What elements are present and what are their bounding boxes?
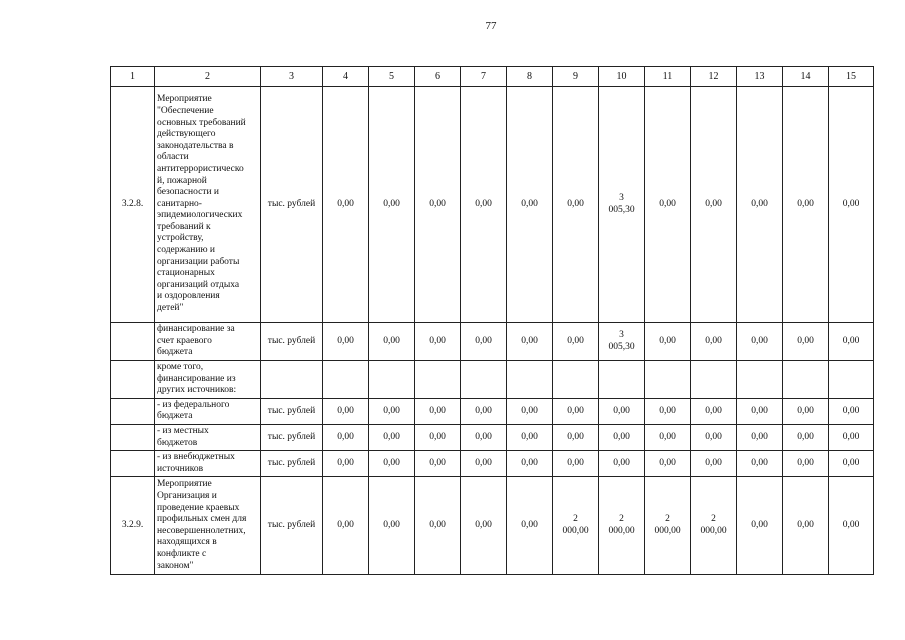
- header-cell: 9: [553, 67, 599, 87]
- unit-cell: тыс. рублей: [261, 424, 323, 450]
- row-number-cell: [111, 424, 155, 450]
- header-cell: 14: [783, 67, 829, 87]
- value-cell: 3 005,30: [599, 323, 645, 361]
- unit-cell: тыс. рублей: [261, 323, 323, 361]
- value-cell: 0,00: [829, 323, 874, 361]
- value-cell: 0,00: [507, 477, 553, 575]
- value-cell: 0,00: [691, 424, 737, 450]
- value-cell: 2 000,00: [553, 477, 599, 575]
- value-cell: 0,00: [415, 477, 461, 575]
- value-cell: [829, 361, 874, 399]
- value-cell: 0,00: [691, 451, 737, 477]
- value-cell: [783, 361, 829, 399]
- value-cell: 0,00: [369, 398, 415, 424]
- value-cell: 0,00: [645, 323, 691, 361]
- value-cell: 0,00: [553, 424, 599, 450]
- value-cell: 0,00: [507, 323, 553, 361]
- value-cell: [737, 361, 783, 399]
- header-cell: 7: [461, 67, 507, 87]
- value-cell: [323, 361, 369, 399]
- value-cell: 2 000,00: [599, 477, 645, 575]
- value-cell: 0,00: [461, 398, 507, 424]
- value-cell: 0,00: [507, 398, 553, 424]
- value-cell: [691, 361, 737, 399]
- header-cell: 1: [111, 67, 155, 87]
- value-cell: 0,00: [645, 398, 691, 424]
- value-cell: [553, 361, 599, 399]
- value-cell: 0,00: [323, 87, 369, 323]
- value-cell: 0,00: [737, 424, 783, 450]
- table-row: [111, 361, 874, 399]
- value-cell: 0,00: [645, 451, 691, 477]
- header-cell: 15: [829, 67, 874, 87]
- activity-name-cell: Мероприятие "Обеспечение основных требований действующего законодательства в области антитеррористическо й, пожарной безопасности и санитарно- эпидемиологических требований к устройству, содержанию и организации работы стационарных организаций отдыха и оздоровления детей": [155, 87, 261, 323]
- value-cell: 0,00: [829, 451, 874, 477]
- value-cell: 0,00: [323, 398, 369, 424]
- value-cell: 0,00: [415, 451, 461, 477]
- value-cell: 0,00: [783, 323, 829, 361]
- table-row: [111, 451, 874, 477]
- table-row: [111, 323, 874, 361]
- activity-name-cell: кроме того, финансирование из других источников:: [155, 361, 261, 399]
- value-cell: 0,00: [599, 398, 645, 424]
- value-cell: 0,00: [737, 477, 783, 575]
- value-cell: 0,00: [829, 477, 874, 575]
- value-cell: 0,00: [461, 323, 507, 361]
- value-cell: 0,00: [369, 477, 415, 575]
- value-cell: 0,00: [783, 87, 829, 323]
- value-cell: 0,00: [737, 451, 783, 477]
- value-cell: 0,00: [691, 323, 737, 361]
- value-cell: 0,00: [645, 87, 691, 323]
- header-cell: 11: [645, 67, 691, 87]
- row-number-cell: [111, 451, 155, 477]
- value-cell: [599, 361, 645, 399]
- header-cell: 2: [155, 67, 261, 87]
- activity-name-cell: финансирование за счет краевого бюджета: [155, 323, 261, 361]
- value-cell: 0,00: [323, 451, 369, 477]
- value-cell: 0,00: [461, 477, 507, 575]
- activity-name-cell: Мероприятие Организация и проведение краевых профильных смен для несовершеннолетних, находящихся в конфликте с законом": [155, 477, 261, 575]
- value-cell: 0,00: [553, 87, 599, 323]
- value-cell: 0,00: [415, 424, 461, 450]
- row-number-cell: [111, 323, 155, 361]
- value-cell: [507, 361, 553, 399]
- row-number-cell: [111, 398, 155, 424]
- unit-cell: тыс. рублей: [261, 398, 323, 424]
- value-cell: 0,00: [737, 398, 783, 424]
- value-cell: 0,00: [369, 451, 415, 477]
- value-cell: 0,00: [461, 451, 507, 477]
- value-cell: 0,00: [323, 424, 369, 450]
- header-cell: 10: [599, 67, 645, 87]
- value-cell: 0,00: [599, 451, 645, 477]
- value-cell: 0,00: [369, 323, 415, 361]
- value-cell: [415, 361, 461, 399]
- value-cell: 0,00: [415, 87, 461, 323]
- table-row: [111, 424, 874, 450]
- value-cell: 0,00: [829, 398, 874, 424]
- page-number: 77: [485, 20, 497, 32]
- header-cell: 8: [507, 67, 553, 87]
- value-cell: 0,00: [829, 87, 874, 323]
- activity-name-cell: - из местных бюджетов: [155, 424, 261, 450]
- value-cell: 0,00: [369, 87, 415, 323]
- table-header-row: [111, 67, 874, 87]
- header-cell: 3: [261, 67, 323, 87]
- value-cell: [369, 361, 415, 399]
- value-cell: 0,00: [507, 424, 553, 450]
- row-number-cell: [111, 361, 155, 399]
- activity-name-cell: - из внебюджетных источников: [155, 451, 261, 477]
- value-cell: 0,00: [783, 451, 829, 477]
- value-cell: [461, 361, 507, 399]
- value-cell: 0,00: [323, 323, 369, 361]
- value-cell: 0,00: [415, 323, 461, 361]
- value-cell: 2 000,00: [645, 477, 691, 575]
- table-row: [111, 87, 874, 323]
- value-cell: 0,00: [369, 424, 415, 450]
- value-cell: 0,00: [645, 424, 691, 450]
- value-cell: 0,00: [599, 424, 645, 450]
- header-cell: 4: [323, 67, 369, 87]
- table-row: [111, 398, 874, 424]
- row-number-cell: 3.2.9.: [111, 477, 155, 575]
- value-cell: 0,00: [323, 477, 369, 575]
- unit-cell: тыс. рублей: [261, 477, 323, 575]
- value-cell: 0,00: [461, 87, 507, 323]
- unit-cell: тыс. рублей: [261, 87, 323, 323]
- value-cell: 0,00: [783, 424, 829, 450]
- table-row: [111, 477, 874, 575]
- value-cell: 3 005,30: [599, 87, 645, 323]
- value-cell: 0,00: [783, 477, 829, 575]
- value-cell: 0,00: [553, 323, 599, 361]
- value-cell: 0,00: [691, 398, 737, 424]
- header-cell: 5: [369, 67, 415, 87]
- value-cell: 0,00: [829, 424, 874, 450]
- value-cell: 0,00: [783, 398, 829, 424]
- value-cell: 0,00: [737, 87, 783, 323]
- row-number-cell: 3.2.8.: [111, 87, 155, 323]
- value-cell: 0,00: [461, 424, 507, 450]
- header-cell: 12: [691, 67, 737, 87]
- value-cell: 0,00: [737, 323, 783, 361]
- value-cell: 0,00: [507, 87, 553, 323]
- budget-table: [110, 66, 874, 575]
- value-cell: 0,00: [691, 87, 737, 323]
- activity-name-cell: - из федерального бюджета: [155, 398, 261, 424]
- value-cell: 0,00: [553, 451, 599, 477]
- value-cell: 0,00: [415, 398, 461, 424]
- unit-cell: тыс. рублей: [261, 451, 323, 477]
- header-cell: 13: [737, 67, 783, 87]
- value-cell: 2 000,00: [691, 477, 737, 575]
- header-cell: 6: [415, 67, 461, 87]
- unit-cell: [261, 361, 323, 399]
- value-cell: [645, 361, 691, 399]
- value-cell: 0,00: [507, 451, 553, 477]
- value-cell: 0,00: [553, 398, 599, 424]
